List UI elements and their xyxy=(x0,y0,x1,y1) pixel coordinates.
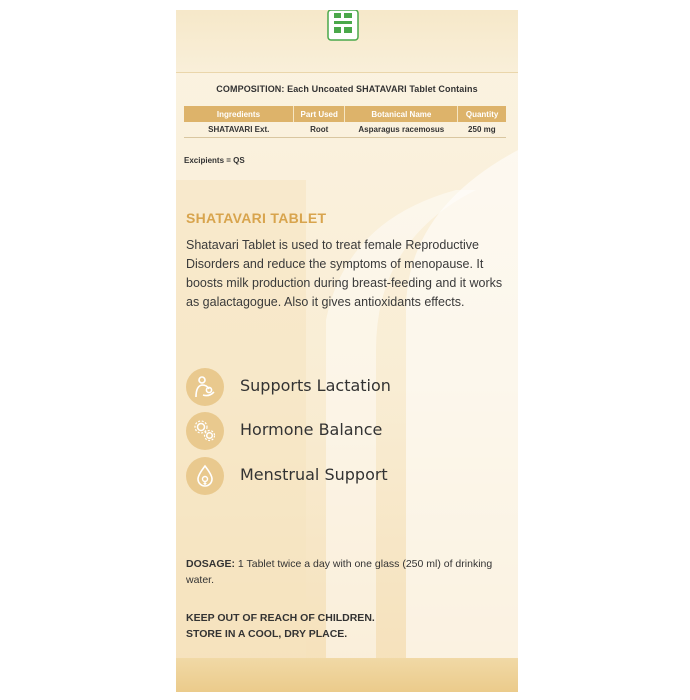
brand-logo-icon xyxy=(322,10,364,50)
feature-icon-circle xyxy=(186,368,224,406)
feature-item xyxy=(186,368,506,406)
gears-icon xyxy=(193,419,217,443)
feature-icon-circle xyxy=(186,457,224,495)
table-header-cell: Ingredients xyxy=(184,106,293,122)
mother-baby-icon xyxy=(193,375,217,399)
feature-label: Hormone Balance xyxy=(240,420,383,439)
feature-item xyxy=(186,412,506,450)
feature-label: Menstrual Support xyxy=(240,465,388,484)
storage-warning xyxy=(186,610,504,642)
box-bottom-panel xyxy=(176,658,518,692)
excipients-text: Excipients = QS xyxy=(184,156,245,165)
table-header-cell: Part Used xyxy=(293,106,345,122)
feature-label: Supports Lactation xyxy=(240,376,391,395)
warning-line: STORE IN A COOL, DRY PLACE. xyxy=(186,628,348,640)
table-header-cell: Quantity xyxy=(458,106,506,122)
drop-icon xyxy=(193,464,217,488)
watermark-graphic xyxy=(176,150,518,670)
table-header-row xyxy=(184,106,506,122)
warning-line: KEEP OUT OF REACH OF CHILDREN. xyxy=(186,612,375,624)
table-cell: SHATAVARI Ext. xyxy=(184,122,293,138)
product-description: Shatavari Tablet is used to treat female Reproductive Disorders and reduce the symptoms of menopause. It boosts milk production during breast-feeding and it works as galactagogue. Also it gives antioxidants effects. xyxy=(186,238,503,309)
feature-item xyxy=(186,457,506,495)
product-box xyxy=(176,10,518,692)
table-cell: 250 mg xyxy=(458,122,506,138)
table-row xyxy=(184,122,506,138)
composition-title: COMPOSITION: Each Uncoated SHATAVARI Tablet Contains xyxy=(216,84,478,94)
dosage-instructions: 1 Tablet twice a day with one glass (250 ml) of drinking water. xyxy=(186,558,493,586)
composition-table xyxy=(184,106,506,138)
dosage-text xyxy=(186,556,504,588)
table-cell: Root xyxy=(293,122,345,138)
table-cell: Asparagus racemosus xyxy=(345,122,458,138)
feature-icon-circle xyxy=(186,412,224,450)
table-header-cell: Botanical Name xyxy=(345,106,458,122)
dosage-label: DOSAGE: xyxy=(186,558,236,570)
product-title: SHATAVARI TABLET xyxy=(186,210,327,226)
